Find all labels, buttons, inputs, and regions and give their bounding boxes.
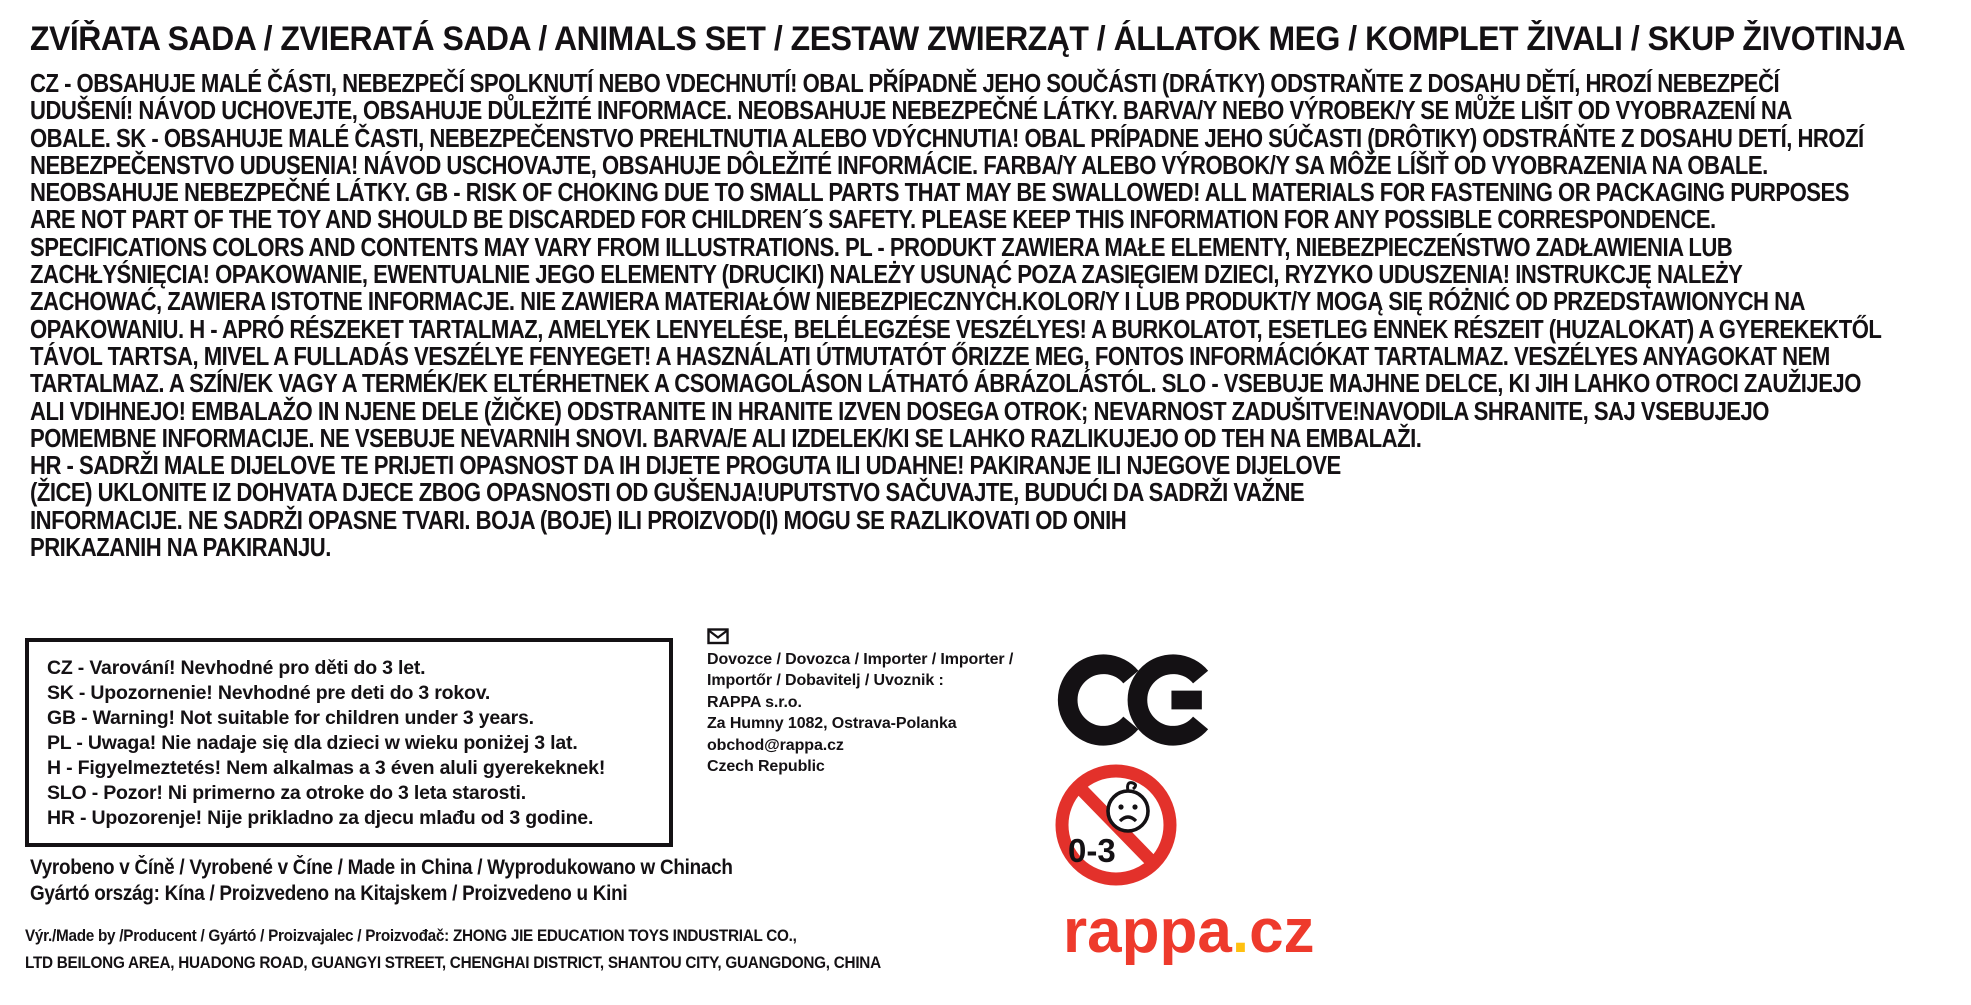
- safety-text-line: SPECIFICATIONS COLORS AND CONTENTS MAY VARY FROM ILLUSTRATIONS. PL - PRODUKT ZAWIERA MAŁE ELEMENTY, NIEBEZPIECZEŃSTWO ZADŁAWIENIA LUB: [30, 231, 1733, 262]
- manufacturer-block: [25, 922, 976, 976]
- rappa-logo: [1063, 896, 1315, 967]
- safety-text-line: HR - SADRŽI MALE DIJELOVE TE PRIJETI OPASNOST DA IH DIJETE PROGUTA ILI UDAHNE! PAKIRANJE ILI NJEGOVE DIJELOVE: [30, 450, 1341, 481]
- warning-line: CZ - Varování! Nevhodné pro děti do 3 let.: [47, 657, 426, 679]
- safety-text-line: POMEMBNE INFORMACIJE. NE VSEBUJE NEVARNIH SNOVI. BARVA/E ALI IZDELEK/KI SE LAHKO RAZLIKUJEJO OD TEH NA EMBALAŽI.: [30, 422, 1422, 453]
- warning-line: HR - Upozorenje! Nije prikladno za djecu mlađu od 3 godine.: [47, 807, 594, 829]
- manufacturer-line: Výr./Made by /Producent / Gyártó / Proizvajalec / Proizvođač: ZHONG JIE EDUCATION TOYS INDUSTRIAL CO.,: [25, 926, 797, 945]
- safety-text-line: ZACHŁYŚNIĘCIA! OPAKOWANIE, EWENTUALNIE JEGO ELEMENTY (DRUCIKI) NALEŻY USUNĄĆ POZA ZASIĘGIEM DZIECI, RYZYKO UDUSZENIA! INSTRUKCJĘ NALEŻY: [30, 259, 1743, 290]
- safety-text-line: TARTALMAZ. A SZÍN/EK VAGY A TERMÉK/EK ELTÉRHETNEK A CSOMAGOLÁSON LÁTHATÓ ÁBRÁZOLÁSTÓL. SLO - VSEBUJE MAJHNE DELCE, KI JIH LAHKO OTROCI ZAUŽIJEJO: [30, 368, 1861, 399]
- safety-text-line: NEOBSAHUJE NEBEZPEČNÉ LÁTKY. GB - RISK OF CHOKING DUE TO SMALL PARTS THAT MAY BE SWALLOWED! ALL MATERIALS FOR FASTENING OR PACKAGING PURPOSES: [30, 177, 1849, 208]
- importer-line: Dovozce / Dovozca / Importer / Importer /: [707, 651, 1014, 668]
- manufacturer-line: LTD BEILONG AREA, HUADONG ROAD, GUANGYI STREET, CHENGHAI DISTRICT, SHANTOU CITY, GUANGDONG, CHINA: [25, 953, 881, 972]
- envelope-icon: [707, 628, 729, 645]
- safety-text-line: OPAKOWANIU. H - APRÓ RÉSZEKET TARTALMAZ, AMELYEK LENYELÉSE, BELÉLEGZÉSE VESZÉLYES! A BURKOLATOT, ESETLEG ENNEK RÉSZEIT (HUZALOKAT) A GYEREKEKTŐL: [30, 313, 1882, 344]
- safety-text-line: NEBEZPEČENSTVO UDUSENIA! NÁVOD USCHOVAJTE, OBSAHUJE DÔLEŽITÉ INFORMÁCIE. FARBA/Y ALEBO VÝROBOK/Y SA MÔŽE LÍŠIŤ OD VYOBRAZENIA NA OBALE.: [30, 149, 1768, 180]
- age-range-label: 0-3: [1068, 832, 1116, 869]
- importer-line: obchod@rappa.cz: [707, 736, 844, 754]
- safety-text-line: UDUŠENÍ! NÁVOD UCHOVEJTE, OBSAHUJE DŮLEŽITÉ INFORMACE. NEOBSAHUJE NEBEZPEČNÉ LÁTKY. BARVA/Y NEBO VÝROBEK/Y SE MŮŽE LIŠIT OD VYOBRAZENÍ NA: [30, 95, 1792, 126]
- rappa-logo-main: rappa: [1063, 897, 1232, 966]
- importer-line: Importőr / Dobavitelj / Uvoznik :: [707, 672, 944, 690]
- safety-text-line: ALI VDIHNEJO! EMBALAŽO IN NJENE DELE (ŽIČKE) ODSTRANITE IN HRANITE IZVEN DOSEGA OTROK; NEVARNOST ZADUŠITVE!NAVODILA SHRANITE, SAJ VSEBUJEJO: [30, 395, 1769, 426]
- safety-text-line: ARE NOT PART OF THE TOY AND SHOULD BE DISCARDED FOR CHILDREN´S SAFETY. PLEASE KEEP THIS INFORMATION FOR ANY POSSIBLE CORRESPONDENCE.: [30, 204, 1716, 235]
- page-title: ZVÍŘATA SADA / ZVIERATÁ SADA / ANIMALS SET / ZESTAW ZWIERZĄT / ÁLLATOK MEG / KOMPLET ŽIVALI / SKUP ŽIVOTINJA: [30, 20, 1906, 58]
- sad-baby-face-icon: [1108, 783, 1148, 831]
- warning-line: GB - Warning! Not suitable for children under 3 years.: [47, 707, 534, 729]
- safety-text-line: CZ - OBSAHUJE MALÉ ČÁSTI, NEBEZPEČÍ SPOLKNUTÍ NEBO VDECHNUTÍ! OBAL PŘÍPADNĚ JEHO SOUČÁSTI (DRÁTKY) ODSTRAŇTE Z DOSAHU DĚTÍ, HROZÍ NEBEZPEČÍ: [30, 68, 1780, 98]
- warning-line: H - Figyelmeztetés! Nem alkalmas a 3 éven aluli gyerekeknek!: [47, 757, 606, 779]
- safety-text-line: TÁVOL TARTSA, MIVEL A FULLADÁS VESZÉLYE FENYEGET! A HASZNÁLATI ÚTMUTATÓT ŐRIZZE MEG, FONTOS INFORMÁCIÓKAT TARTALMAZ. VESZÉLYES ANYAGOKAT NEM: [30, 340, 1830, 371]
- importer-block: [707, 628, 1013, 777]
- rappa-logo-tld: cz: [1249, 897, 1315, 966]
- importer-line: RAPPA s.r.o.: [707, 693, 802, 711]
- made-in-line: Gyártó ország: Kína / Proizvedeno na Kitajskem / Proizvedeno u Kini: [30, 882, 628, 905]
- made-in-block: [30, 855, 811, 907]
- warning-line: PL - Uwaga! Nie nadaje się dla dzieci w wieku poniżej 3 lat.: [47, 732, 578, 754]
- safety-text-line: (ŽICE) UKLONITE IZ DOHVATA DJECE ZBOG OPASNOSTI OD GUŠENJA!UPUTSTVO SAČUVAJTE, BUDUĆI DA SADRŽI VAŽNE: [30, 477, 1305, 508]
- ce-mark-icon: [1057, 644, 1209, 756]
- rappa-logo-dot: .: [1231, 897, 1250, 966]
- safety-text-block: [30, 70, 1971, 561]
- importer-lines: [707, 649, 1013, 777]
- safety-text-line: PRIKAZANIH NA PAKIRANJU.: [30, 532, 331, 563]
- safety-text-line: OBALE. SK - OBSAHUJE MALÉ ČASTI, NEBEZPEČENSTVO PREHLTNUTIA ALEBO VDÝCHNUTIA! OBAL PRÍPADNE JEHO SÚČASTI (DRÔTIKY) ODSTRÁŇTE Z DOSAHU DETÍ, HROZÍ: [30, 122, 1864, 153]
- importer-line: Za Humny 1082, Ostrava-Polanka: [707, 715, 957, 733]
- warning-line: SLO - Pozor! Ni primerno za otroke do 3 leta starosti.: [47, 782, 526, 804]
- warning-line: SK - Upozornenie! Nevhodné pre deti do 3 rokov.: [47, 682, 491, 704]
- safety-text-line: INFORMACIJE. NE SADRŽI OPASNE TVARI. BOJA (BOJE) ILI PROIZVOD(I) MOGU SE RAZLIKOVATI OD ONIH: [30, 504, 1127, 535]
- age-warning-box: [25, 638, 673, 847]
- importer-line: Czech Republic: [707, 758, 825, 776]
- made-in-line: Vyrobeno v Číně / Vyrobené v Číne / Made in China / Wyprodukowano w Chinach: [30, 856, 733, 879]
- safety-text-line: ZACHOWAĆ, ZAWIERA ISTOTNE INFORMACJE. NIE ZAWIERA MATERIAŁÓW NIEBEZPIECZNYCH.KOLOR/Y I LUB PRODUKT/Y MOGĄ SIĘ RÓŻNIĆ OD PRZEDSTAWIONYCH NA: [30, 286, 1806, 317]
- age-warning-0-3-icon: [1054, 763, 1178, 887]
